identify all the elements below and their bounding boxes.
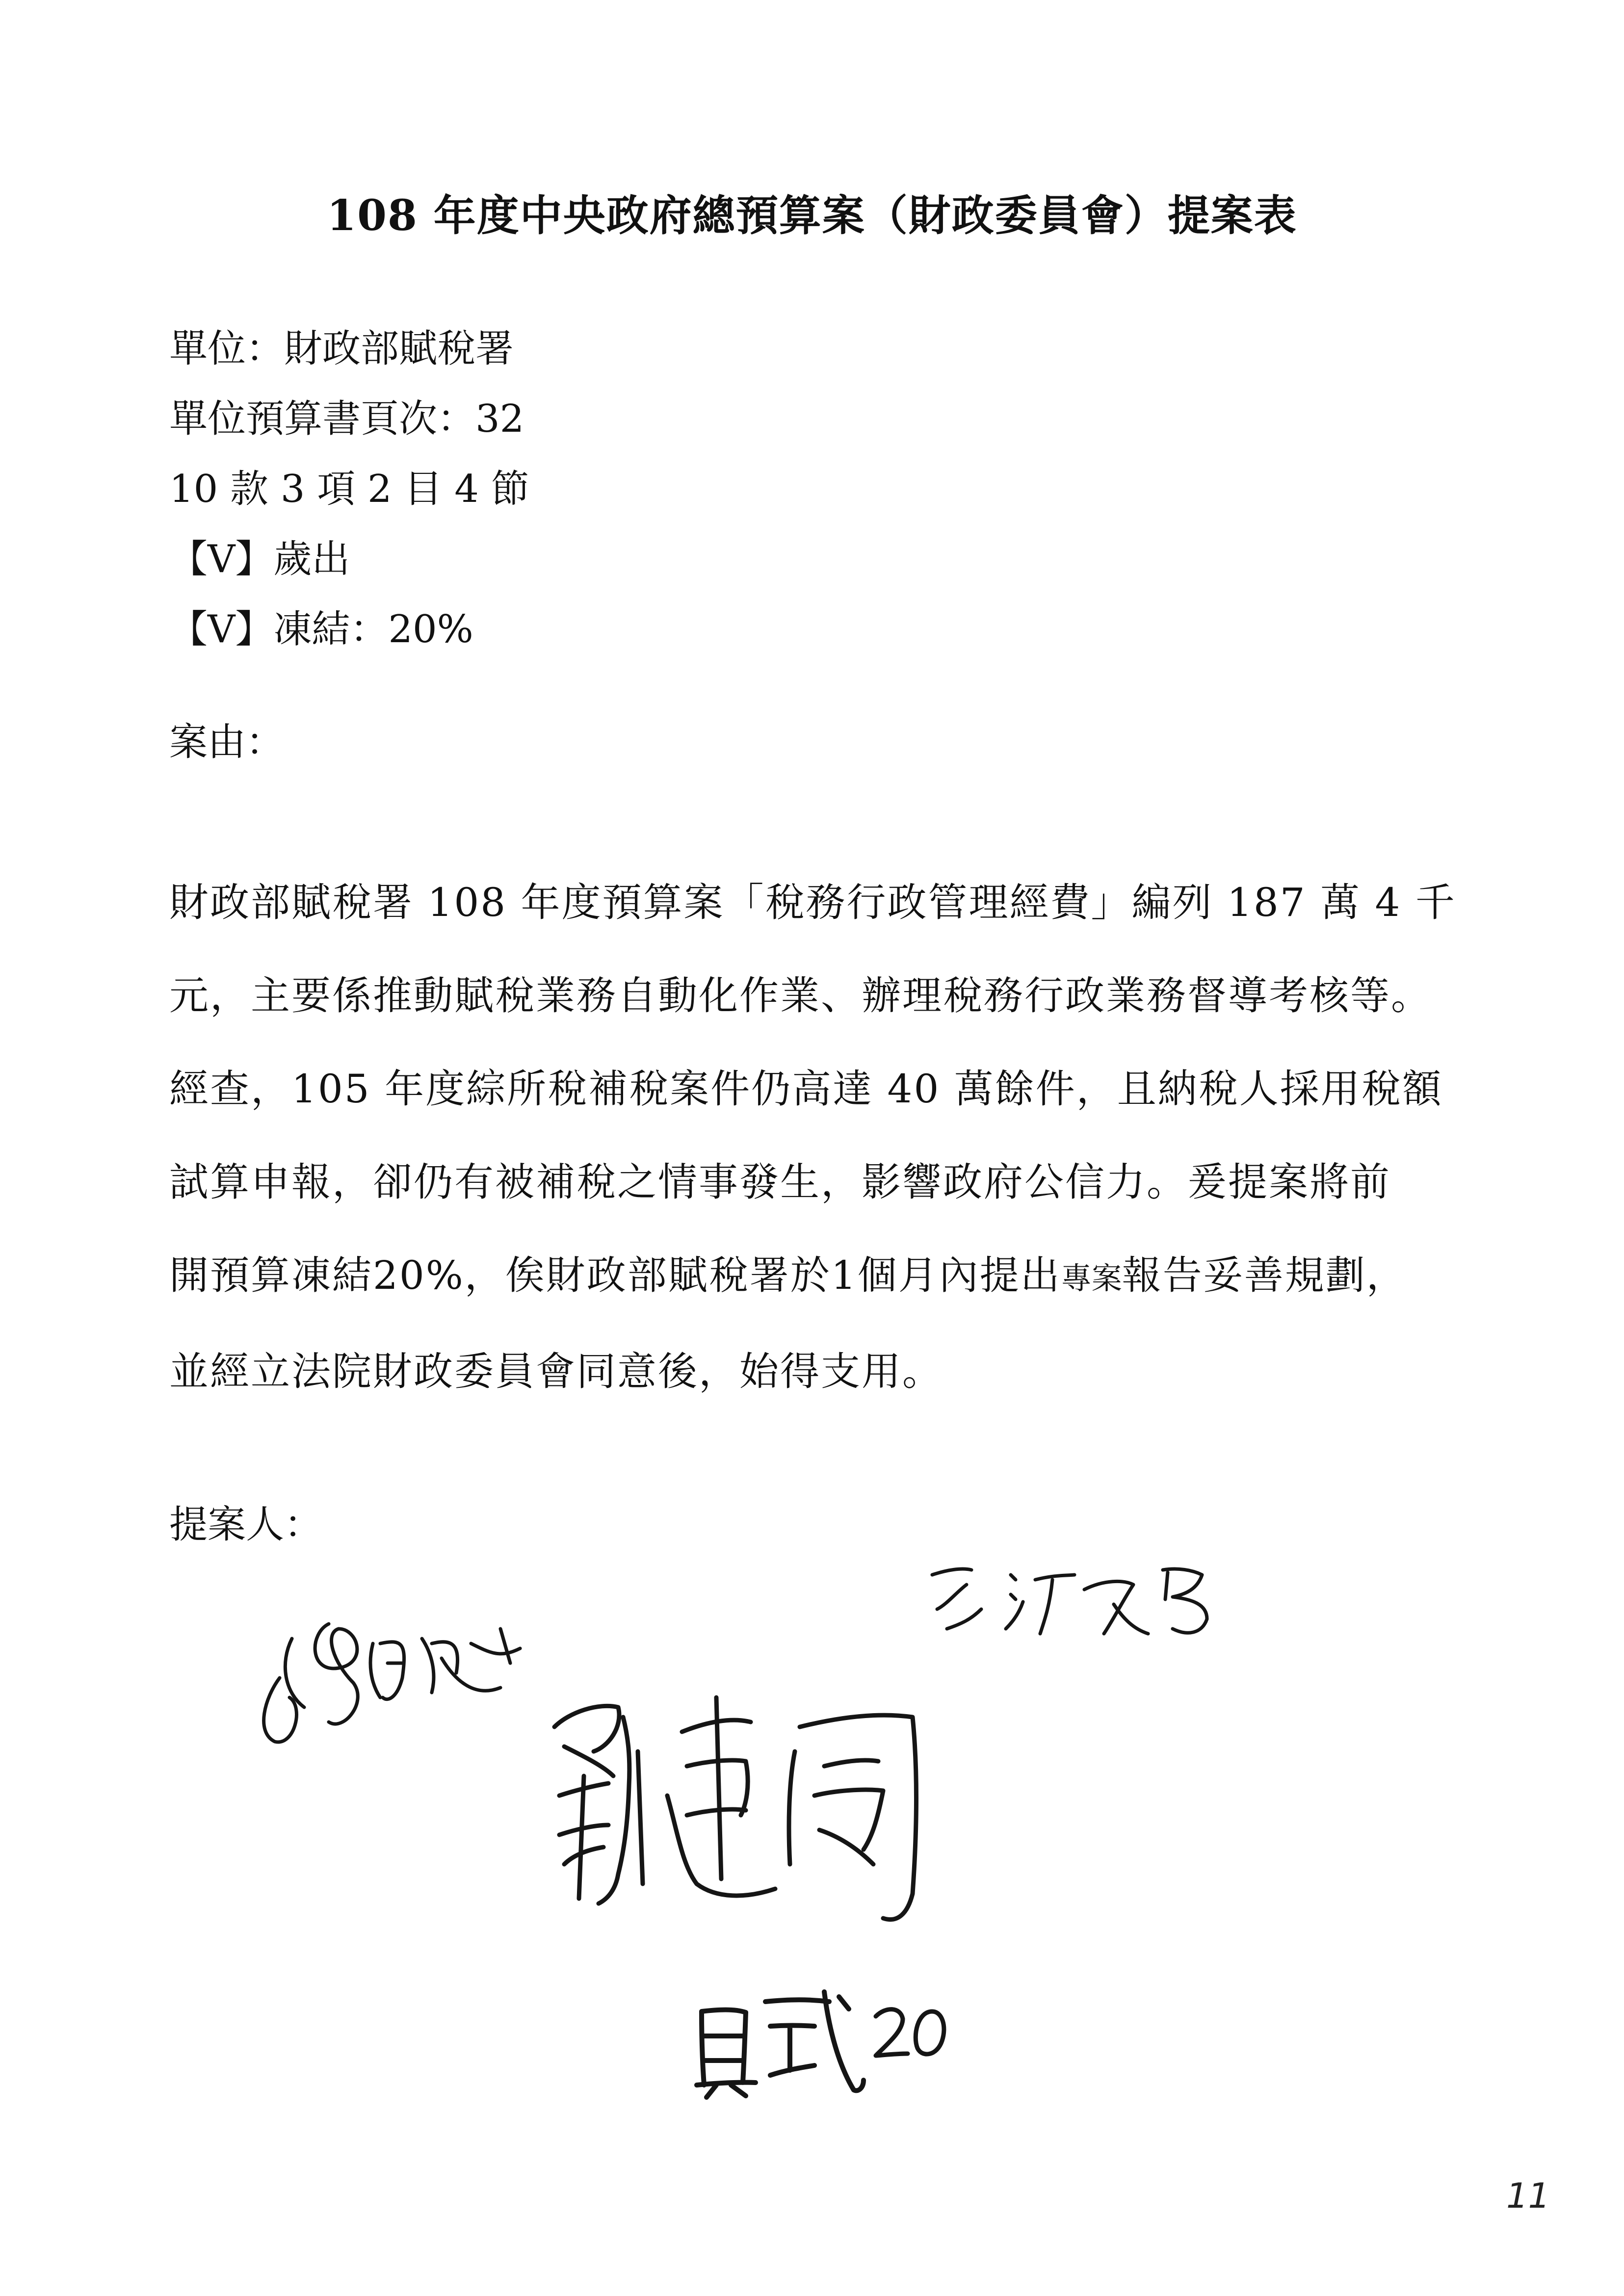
body-line: [169, 1229, 1474, 1325]
body-line: 財政部賦稅署 108 年度預算案「稅務行政管理經費」編列 187 萬 4 千: [169, 880, 1456, 925]
budget-page-line: 單位預算書頁次：32: [169, 397, 524, 441]
body-line-part: 報告妥善規劃，: [1122, 1252, 1407, 1298]
page-number: 11: [1506, 2176, 1550, 2216]
meta-block: [169, 314, 529, 665]
proposer-label: 提案人：: [169, 1503, 323, 1547]
body-line: 試算申報，卻仍有被補稅之情事發生，影響政府公信力。爰提案將前: [169, 1159, 1391, 1205]
expenditure-line: 【V】歲出: [169, 537, 350, 581]
signature-3: [520, 1668, 991, 1943]
body-line: 並經立法院財政委員會同意後，始得支用。: [169, 1349, 943, 1394]
item-code-line: 10 款 3 項 2 目 4 節: [169, 467, 529, 511]
handwritten-annotation: [682, 1982, 957, 2100]
body-line: 經查，105 年度綜所稅補稅案件仍高達 40 萬餘件，且納稅人採用稅額: [169, 1066, 1443, 1112]
body-line: 元，主要係推動賦稅業務自動化作業、辦理稅務行政業務督導考核等。: [169, 973, 1432, 1018]
freeze-line: 【V】凍結：20%: [169, 607, 473, 652]
page-title: 108 年度中央政府總預算案（財政委員會）提案表: [327, 191, 1297, 240]
unit-line: 單位：財政部賦稅署: [169, 327, 514, 371]
handwritten-insert: 專案: [1061, 1260, 1122, 1296]
reason-label: 案由：: [169, 720, 285, 764]
reason-body: [169, 856, 1474, 1418]
body-line-part: 開預算凍結20%，俟財政部賦稅署於1個月內提出: [169, 1252, 1061, 1298]
signature-2: [917, 1545, 1236, 1648]
